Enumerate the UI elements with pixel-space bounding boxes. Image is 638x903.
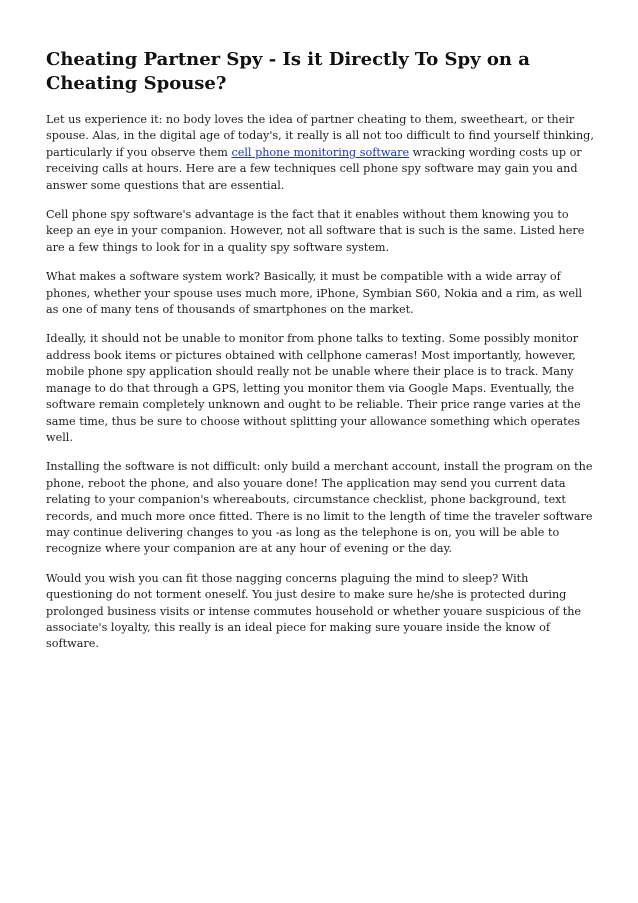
paragraph-5: Installing the software is not difficult: only build a merchant account, install the program on the phone, reboot the phone, and also youare done! The application may send you current data relating to your companion's whereabouts, circumstance checklist, phone background, text records, and much more once fitted. There is no limit to the length of time the traveler software may continue delivering changes to you -as long as the telephone is on, you will be able to recognize where your companion are at any hour of evening or the day. <box>46 460 593 556</box>
paragraph-1-text-after: wracking wording costs up or receiving calls at hours. Here are a few techniques cell phone spy software may gain you and answer some questions that are essential. <box>46 145 582 192</box>
paragraph-6: Would you wish you can fit those nagging concerns plaguing the mind to sleep? With questioning do not torment oneself. You just desire to make sure he/she is protected during prolonged business visits or intense commutes household or whether youare suspicious of the associate's loyalty, this really is an ideal piece for making sure youare inside the know of software. <box>46 571 582 651</box>
paragraph-2: Cell phone spy software's advantage is the fact that it enables without them knowing you to keep an eye in your companion. However, not all software that is such is the same. Listed here are a few things to look for in a quality spy software system. <box>46 208 585 254</box>
document-page <box>46 48 596 666</box>
paragraph-1-text-before: Let us experience it: no body loves the idea of partner cheating to them, sweetheart, or their spouse. Alas, in the digital age of today's, it really is all not too difficult to find yourself thinking, particularly if you observe them <box>46 113 594 159</box>
cell-phone-monitoring-link[interactable]: cell phone monitoring software <box>231 145 410 159</box>
paragraph-1 <box>46 112 596 194</box>
paragraph-3: What makes a software system work? Basically, it must be compatible with a wide array of phones, whether your spouse uses much more, iPhone, Symbian S60, Nokia and a rim, as well as one of many tens of thousands of smartphones on the market. <box>46 270 583 317</box>
paragraph-4: Ideally, it should not be unable to monitor from phone talks to texting. Some possibly monitor address book items or pictures obtained with cellphone cameras! Most importantly, however, mobile phone spy application should really not be unable where their place is to track. Many manage to do that through a GPS, letting you monitor them via Google Maps. Eventually, the software remain completely unknown and ought to be reliable. Their price range varies at the same time, thus be sure to choose without splitting your allowance something which operates well. <box>46 332 581 444</box>
document-title: Cheating Partner Spy - Is it Directly To Spy on a Cheating Spouse? <box>46 49 530 94</box>
